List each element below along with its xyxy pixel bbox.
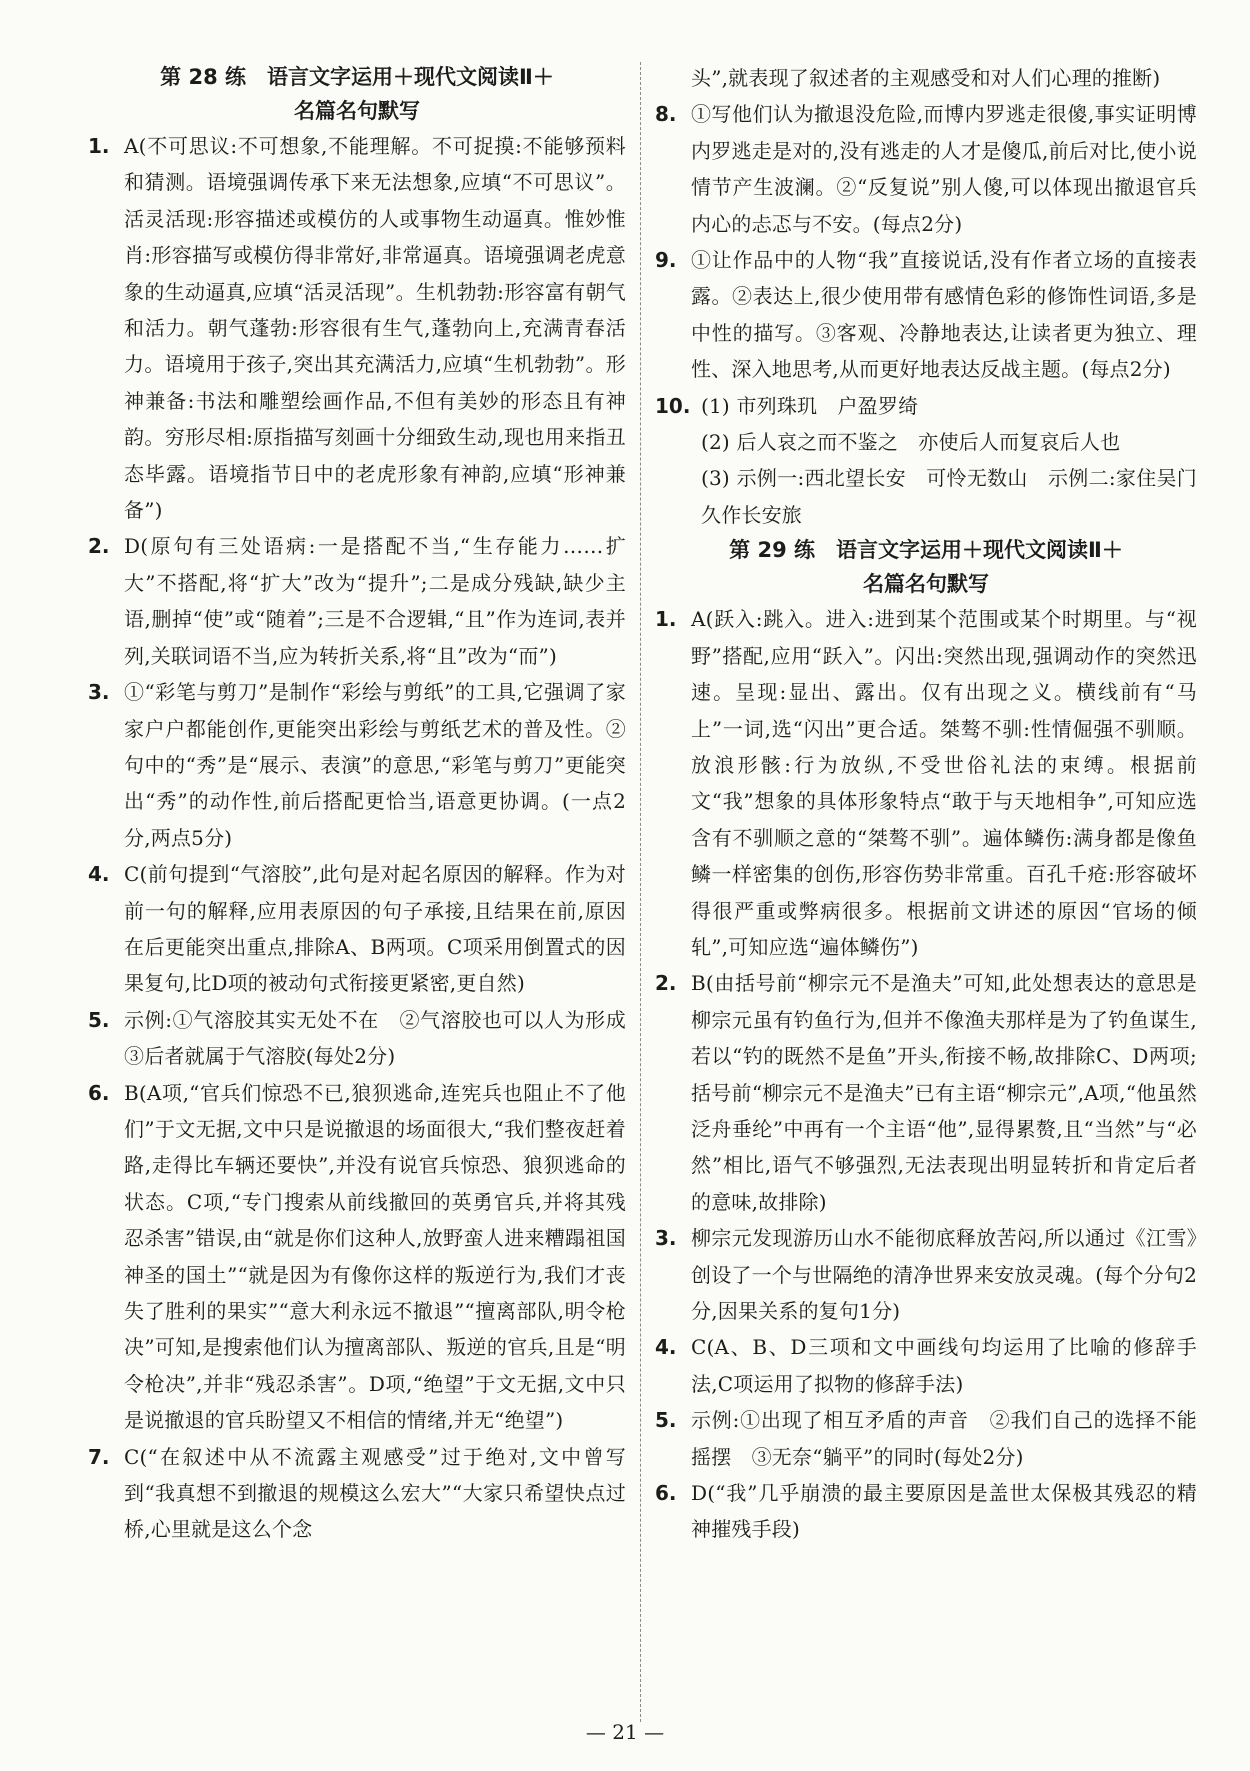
item-10-line-2: (2) 后人哀之而不鉴之 亦使后人而复哀后人也 (701, 430, 1121, 455)
section-title-28 (88, 60, 626, 128)
section-title-29 (655, 533, 1197, 601)
section-title-28-line2: 名篇名句默写 (294, 99, 420, 123)
item-7-continuation: 头”,就表现了叙述者的主观感受和对人们心理的推断) (691, 66, 1161, 90)
item-text: 示例:①气溶胶其实无处不在 ②气溶胶也可以人为形成 ③后者就属于气溶胶(每处2分) (124, 1007, 647, 1069)
item-10-line-3: (3) 示例一:西北望长安 可怜无数山 示例二:家住吴门 久作长安旅 (701, 466, 1218, 527)
answer-item (655, 601, 1197, 965)
item-text: D(原句有三处语病:一是搭配不当,“生存能力……扩大”不搭配,将“扩大”改为“提升”;二是成分残缺,缺少主语,删掉“使”或“随着”;三是不合逻辑,“且”作为连词,表并列,关联词语不当,应为转折关系,将“且”改为“而”) (124, 534, 626, 668)
item-text: B(A项,“官兵们惊恐不已,狼狈逃命,连宪兵也阻止不了他们”于文无据,文中只是说撤退的场面很大,“我们整夜赶着路,走得比车辆还要快”,并没有说官兵惊恐、狼狈逃命的状态。C项,“专门搜索从前线撤回的英勇官兵,并将其残忍杀害”错误,由“就是你们这种人,放野蛮人进来糟蹋祖国神圣的国土”“就是因为有像你这样的叛逆行为,我们才丧失了胜利的果实”“意大利永远不撤退”“擅离部队,明令枪决”可知,是搜索他们认为擅离部队、叛逆的官兵,且是“明令枪决”,并非“残忍杀害”。D项,“绝望”于文无据,文中只是说撤退的官兵盼望又不相信的情绪,并无“绝望”) (124, 1080, 626, 1433)
item-text (701, 388, 1218, 534)
answer-item (88, 128, 626, 528)
item-text: 柳宗元发现游历山水不能彻底释放苦闷,所以通过《江雪》创设了一个与世隔绝的清净世界来安放灵魂。(每个分句2分,因果关系的复句1分) (691, 1226, 1197, 1323)
item-number: 3. (655, 1226, 677, 1251)
item-number: 5. (655, 1408, 677, 1433)
answer-item (655, 96, 1197, 242)
item-10-line-1: (1) 市列珠玑 户盈罗绮 (701, 393, 919, 418)
answer-item (655, 965, 1197, 1220)
item-number: 9. (655, 248, 677, 273)
section-title-29-line1: 第 29 练 语言文字运用＋现代文阅读Ⅱ＋ (729, 538, 1123, 563)
answer-item (655, 242, 1197, 388)
section-title-28-line1: 第 28 练 语言文字运用＋现代文阅读Ⅱ＋ (160, 65, 554, 89)
item-number: 4. (88, 862, 110, 887)
section-title-29-line2: 名篇名句默写 (863, 572, 989, 597)
item-number: 1. (88, 134, 110, 158)
answer-item (88, 1439, 626, 1548)
item-text: A(不可思议:不可想象,不能理解。不可捉摸:不能够预料和猜测。语境强调传承下来无法想象,应填“不可思议”。活灵活现:形容描述或模仿的人或事物生动逼真。惟妙惟肖:形容描写或模仿得非常好,非常逼真。语境强调老虎意象的生动逼真,应填“活灵活现”。生机勃勃:形容富有朝气和活力。朝气蓬勃:形容很有生气,蓬勃向上,充满青春活力。语境用于孩子,突出其充满活力,应填“生机勃勃”。形神兼备:书法和雕塑绘画作品,不但有美妙的形态且有神韵。穷形尽相:原指描写刻画十分细致生动,现也用来指丑态毕露。语境指节日中的老虎形象有神韵,应填“形神兼备”) (124, 134, 626, 523)
item-number: 1. (655, 607, 677, 632)
page-number: — 21 — (585, 1720, 665, 1744)
item-text: B(由括号前“柳宗元不是渔夫”可知,此处想表达的意思是柳宗元虽有钓鱼行为,但并不像渔夫那样是为了钓鱼谋生,若以“钓的既然不是鱼”开头,衔接不畅,故排除C、D两项;括号前“柳宗元不是渔夫”已有主语“柳宗元”,A项,“他虽然泛舟垂纶”中再有一个主语“他”,显得累赘,且“当然”与“必然”相比,语气不够强烈,无法表现出明显转折和肯定后者的意味,故排除) (691, 971, 1197, 1214)
item-text: ①让作品中的人物“我”直接说话,没有作者立场的直接表露。②表达上,很少使用带有感情色彩的修饰性词语,多是中性的描写。③客观、冷静地表达,让读者更为独立、理性、深入地思考,从而更好地表达反战主题。(每点2分) (691, 248, 1197, 382)
answer-item (88, 674, 626, 856)
answer-item (88, 1002, 647, 1075)
item-number: 4. (655, 1335, 677, 1360)
answer-item (655, 1475, 1197, 1548)
item-number: 6. (88, 1080, 110, 1105)
right-column (655, 60, 1218, 1548)
answer-item (88, 1075, 626, 1439)
item-text: 示例:①出现了相互矛盾的声音 ②我们自己的选择不能摇摆 ③无奈“躺平”的同时(每处2分) (691, 1408, 1197, 1469)
left-column (88, 60, 647, 1548)
item-number: 5. (88, 1007, 110, 1032)
item-number: 2. (88, 534, 110, 559)
answer-item-10 (655, 388, 1218, 534)
item-text: D(“我”几乎崩溃的最主要原因是盖世太保极其残忍的精神摧残手段) (691, 1481, 1197, 1542)
answer-item (655, 1329, 1197, 1402)
answer-item (88, 856, 626, 1002)
item-number: 8. (655, 102, 677, 127)
item-number: 2. (655, 971, 677, 996)
answer-item (655, 1220, 1197, 1329)
answer-item (88, 528, 626, 674)
item-number: 7. (88, 1444, 110, 1469)
column-divider (640, 62, 641, 1722)
item-text: A(跃入:跳入。进入:进到某个范围或某个时期里。与“视野”搭配,应用“跃入”。闪出:突然出现,强调动作的突然迅速。呈现:显出、露出。仅有出现之义。横线前有“马上”一词,选“闪出”更合适。桀骜不驯:性情倔强不驯顺。放浪形骸:行为放纵,不受世俗礼法的束缚。根据前文“我”想象的具体形象特点“敢于与天地相争”,可知应选含有不驯顺之意的“桀骜不驯”。遍体鳞伤:满身都是像鱼鳞一样密集的创伤,形容伤势非常重。百孔千疮:形容破坏得很严重或弊病很多。根据前文讲述的原因“官场的倾轧”,可知应选“遍体鳞伤”) (691, 607, 1197, 959)
item-text: C(A、B、D三项和文中画线句均运用了比喻的修辞手法,C项运用了拟物的修辞手法) (691, 1335, 1197, 1396)
item-text: ①“彩笔与剪刀”是制作“彩绘与剪纸”的工具,它强调了家家户户都能创作,更能突出彩绘与剪纸艺术的普及性。②句中的“秀”是“展示、表演”的意思,“彩笔与剪刀”更能突出“秀”的动作性,前后搭配更恰当,语意更协调。(一点2分,两点5分) (124, 680, 626, 850)
item-number: 3. (88, 680, 110, 705)
item-text: ①写他们认为撤退没危险,而博内罗逃走很傻,事实证明博内罗逃走是对的,没有逃走的人才是傻瓜,前后对比,使小说情节产生波澜。②“反复说”别人傻,可以体现出撤退官兵内心的忐忑与不安。(每点2分) (691, 102, 1197, 236)
item-text: C(“在叙述中从不流露主观感受”过于绝对,文中曾写到“我真想不到撤退的规模这么宏大”“大家只希望快点过桥,心里就是这么个念 (124, 1444, 626, 1542)
answer-item (655, 1402, 1197, 1475)
item-number: 10. (655, 393, 691, 418)
item-number: 6. (655, 1481, 677, 1506)
item-text: C(前句提到“气溶胶”,此句是对起名原因的解释。作为对前一句的解释,应用表原因的句子承接,且结果在前,原因在后更能突出重点,排除A、B两项。C项采用倒置式的因果复句,比D项的被动句式衔接更紧密,更自然) (124, 862, 626, 996)
